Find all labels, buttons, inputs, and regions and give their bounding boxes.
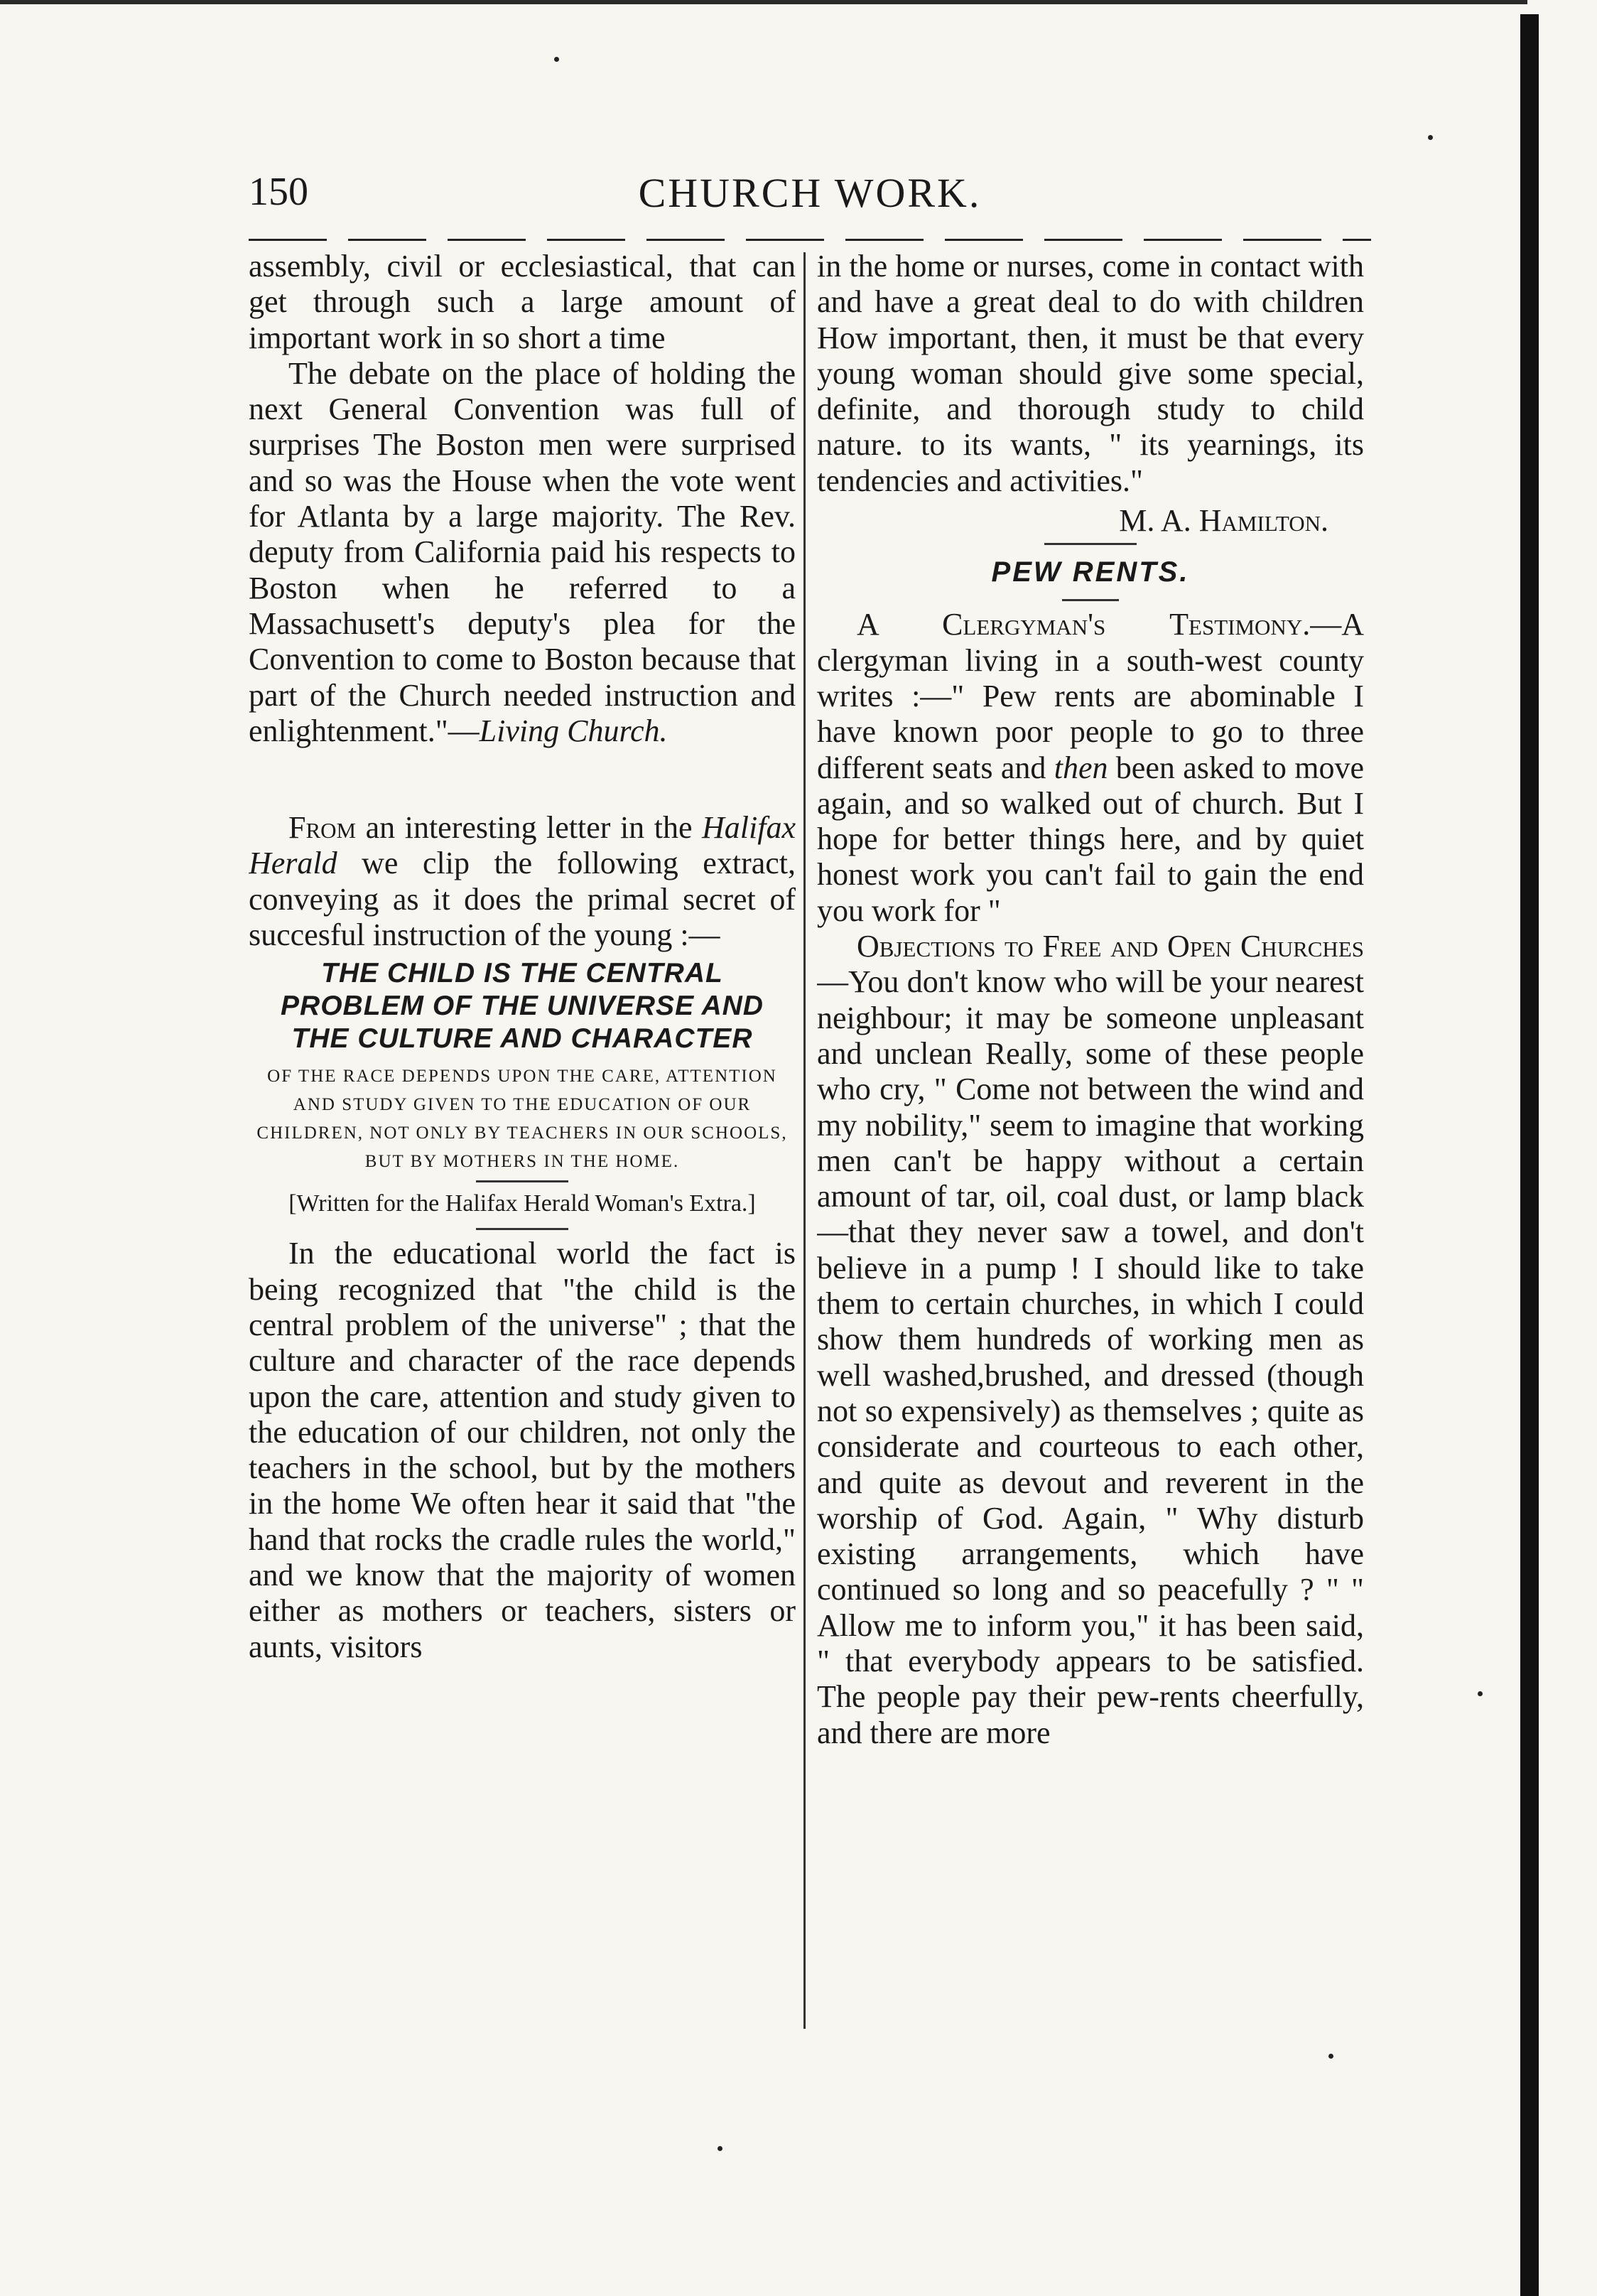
right-paragraph-2	[817, 607, 1364, 929]
lead-word: From	[288, 810, 357, 846]
testimony-text-b: been asked to move again, and so walked out of church. But I hope for better things here, and by quiet honest work you can't fail to gain the end you work for "	[817, 750, 1364, 928]
testimony-lead: A Clergyman's Testimony.	[857, 607, 1311, 642]
scan-speck	[554, 57, 559, 62]
left-paragraph-2	[249, 356, 796, 749]
scan-top-edge	[0, 0, 1527, 4]
page-number: 150	[249, 170, 308, 214]
article-subheading: OF THE RACE DEPENDS UPON THE CARE, ATTENTION AND STUDY GIVEN TO THE EDUCATION OF OUR CHILDREN, NOT ONLY BY TEACHERS IN OUR SCHOOLS, BUT BY MOTHERS IN THE HOME.	[256, 1067, 788, 1172]
short-rule	[476, 1180, 568, 1182]
scan-right-edge	[1520, 14, 1539, 2296]
short-rule	[476, 1228, 568, 1230]
left-column	[249, 249, 796, 2039]
pew-rents-title: PEW RENTS.	[991, 556, 1190, 588]
right-paragraph-1: in the home or nurses, come in contact with and have a great deal to do with children How important, then, it must be that every young woman should give some special, definite, and thorough study to child nature. to its wants, " its yearnings, its tendencies and activities."	[817, 249, 1364, 498]
section-gap	[249, 749, 796, 810]
running-title: CHURCH WORK.	[638, 170, 982, 216]
scan-speck	[1328, 2054, 1333, 2059]
scan-speck	[718, 2146, 722, 2151]
left-paragraph-4: In the educational world the fact is being recognized that "the child is the central problem of the universe" ; that the culture and character of the race depends upon the care, attention and study given to the education of our children, not only the teachers in the school, but by the mothers in the home We often hear it said that "the hand that rocks the cradle rules the world," and we know that the majority of women either as mothers or teachers, sisters or aunts, visitors	[249, 1236, 796, 1664]
article-heading: THE CHILD IS THE CENTRAL PROBLEM OF THE UNIVERSE AND THE CULTURE AND CHARACTER	[281, 958, 764, 1055]
written-for-note: [Written for the Halifax Herald Woman's Extra.]	[288, 1190, 756, 1217]
extract-intro-a: an interesting letter in the	[356, 810, 703, 846]
column-divider	[803, 252, 806, 2029]
left-paragraph-3	[249, 810, 796, 953]
scan-speck	[1478, 1691, 1483, 1696]
author-signature: M. A. Hamilton.	[1119, 503, 1328, 539]
page-header	[249, 169, 1371, 226]
right-paragraph-3	[817, 929, 1364, 1751]
extract-intro-b: we clip the following extract, conveying as it does the primal secret of succesful instruction of the young :—	[249, 846, 796, 953]
objections-lead: Objections to Free and Open Churches	[857, 929, 1364, 964]
short-rule	[1044, 543, 1137, 545]
left-paragraph-1: assembly, civil or ecclesiastical, that can get through such a large amount of important work in so short a time	[249, 249, 796, 355]
emphasis-word: then	[1054, 750, 1108, 785]
short-rule	[1062, 599, 1119, 601]
newspaper-name: Halifax Herald	[249, 810, 796, 881]
right-column	[817, 249, 1364, 2039]
objections-text: —You don't know who will be your nearest neighbour; it may be someone unpleasant and unclean Really, some of these people who cry, " Come not between the wind and my nobility," seem to imagine that working men can't be happy without a certain amount of tar, oil, coal dust, or lamp black—that they never saw a towel, and don't believe in a pump ! I should like to take them to certain churches, in which I could show them hundreds of working men as well washed,brushed, and dressed (though not so expensively) as themselves ; quite as considerate and courteous to each other, and quite as devout and reverent in the worship of God. Again, " Why disturb existing arrangements, which have continued so long and so peacefully ? " " Allow me to inform you," it has been said, " that everybody appears to be satisfied. The people pay their pew-rents cheerfully, and there are more	[817, 964, 1364, 1750]
header-rule	[249, 239, 1371, 241]
scan-speck	[1428, 135, 1433, 140]
testimony-text-a: —A clergyman living in a south-west county writes :—" Pew rents are abominable I have known poor people to go to three different seats and	[817, 607, 1364, 785]
convention-text: The debate on the place of holding the next General Convention was full of surprises The Boston men were surprised and so was the House when the vote went for Atlanta by a large majority. The Rev. deputy from California paid his respects to Boston when he referred to a Massachusett's deputy's plea for the Convention to come to Boston because that part of the Church needed instruction and enlightenment."—	[249, 355, 796, 748]
source-citation: Living Church.	[479, 713, 668, 748]
